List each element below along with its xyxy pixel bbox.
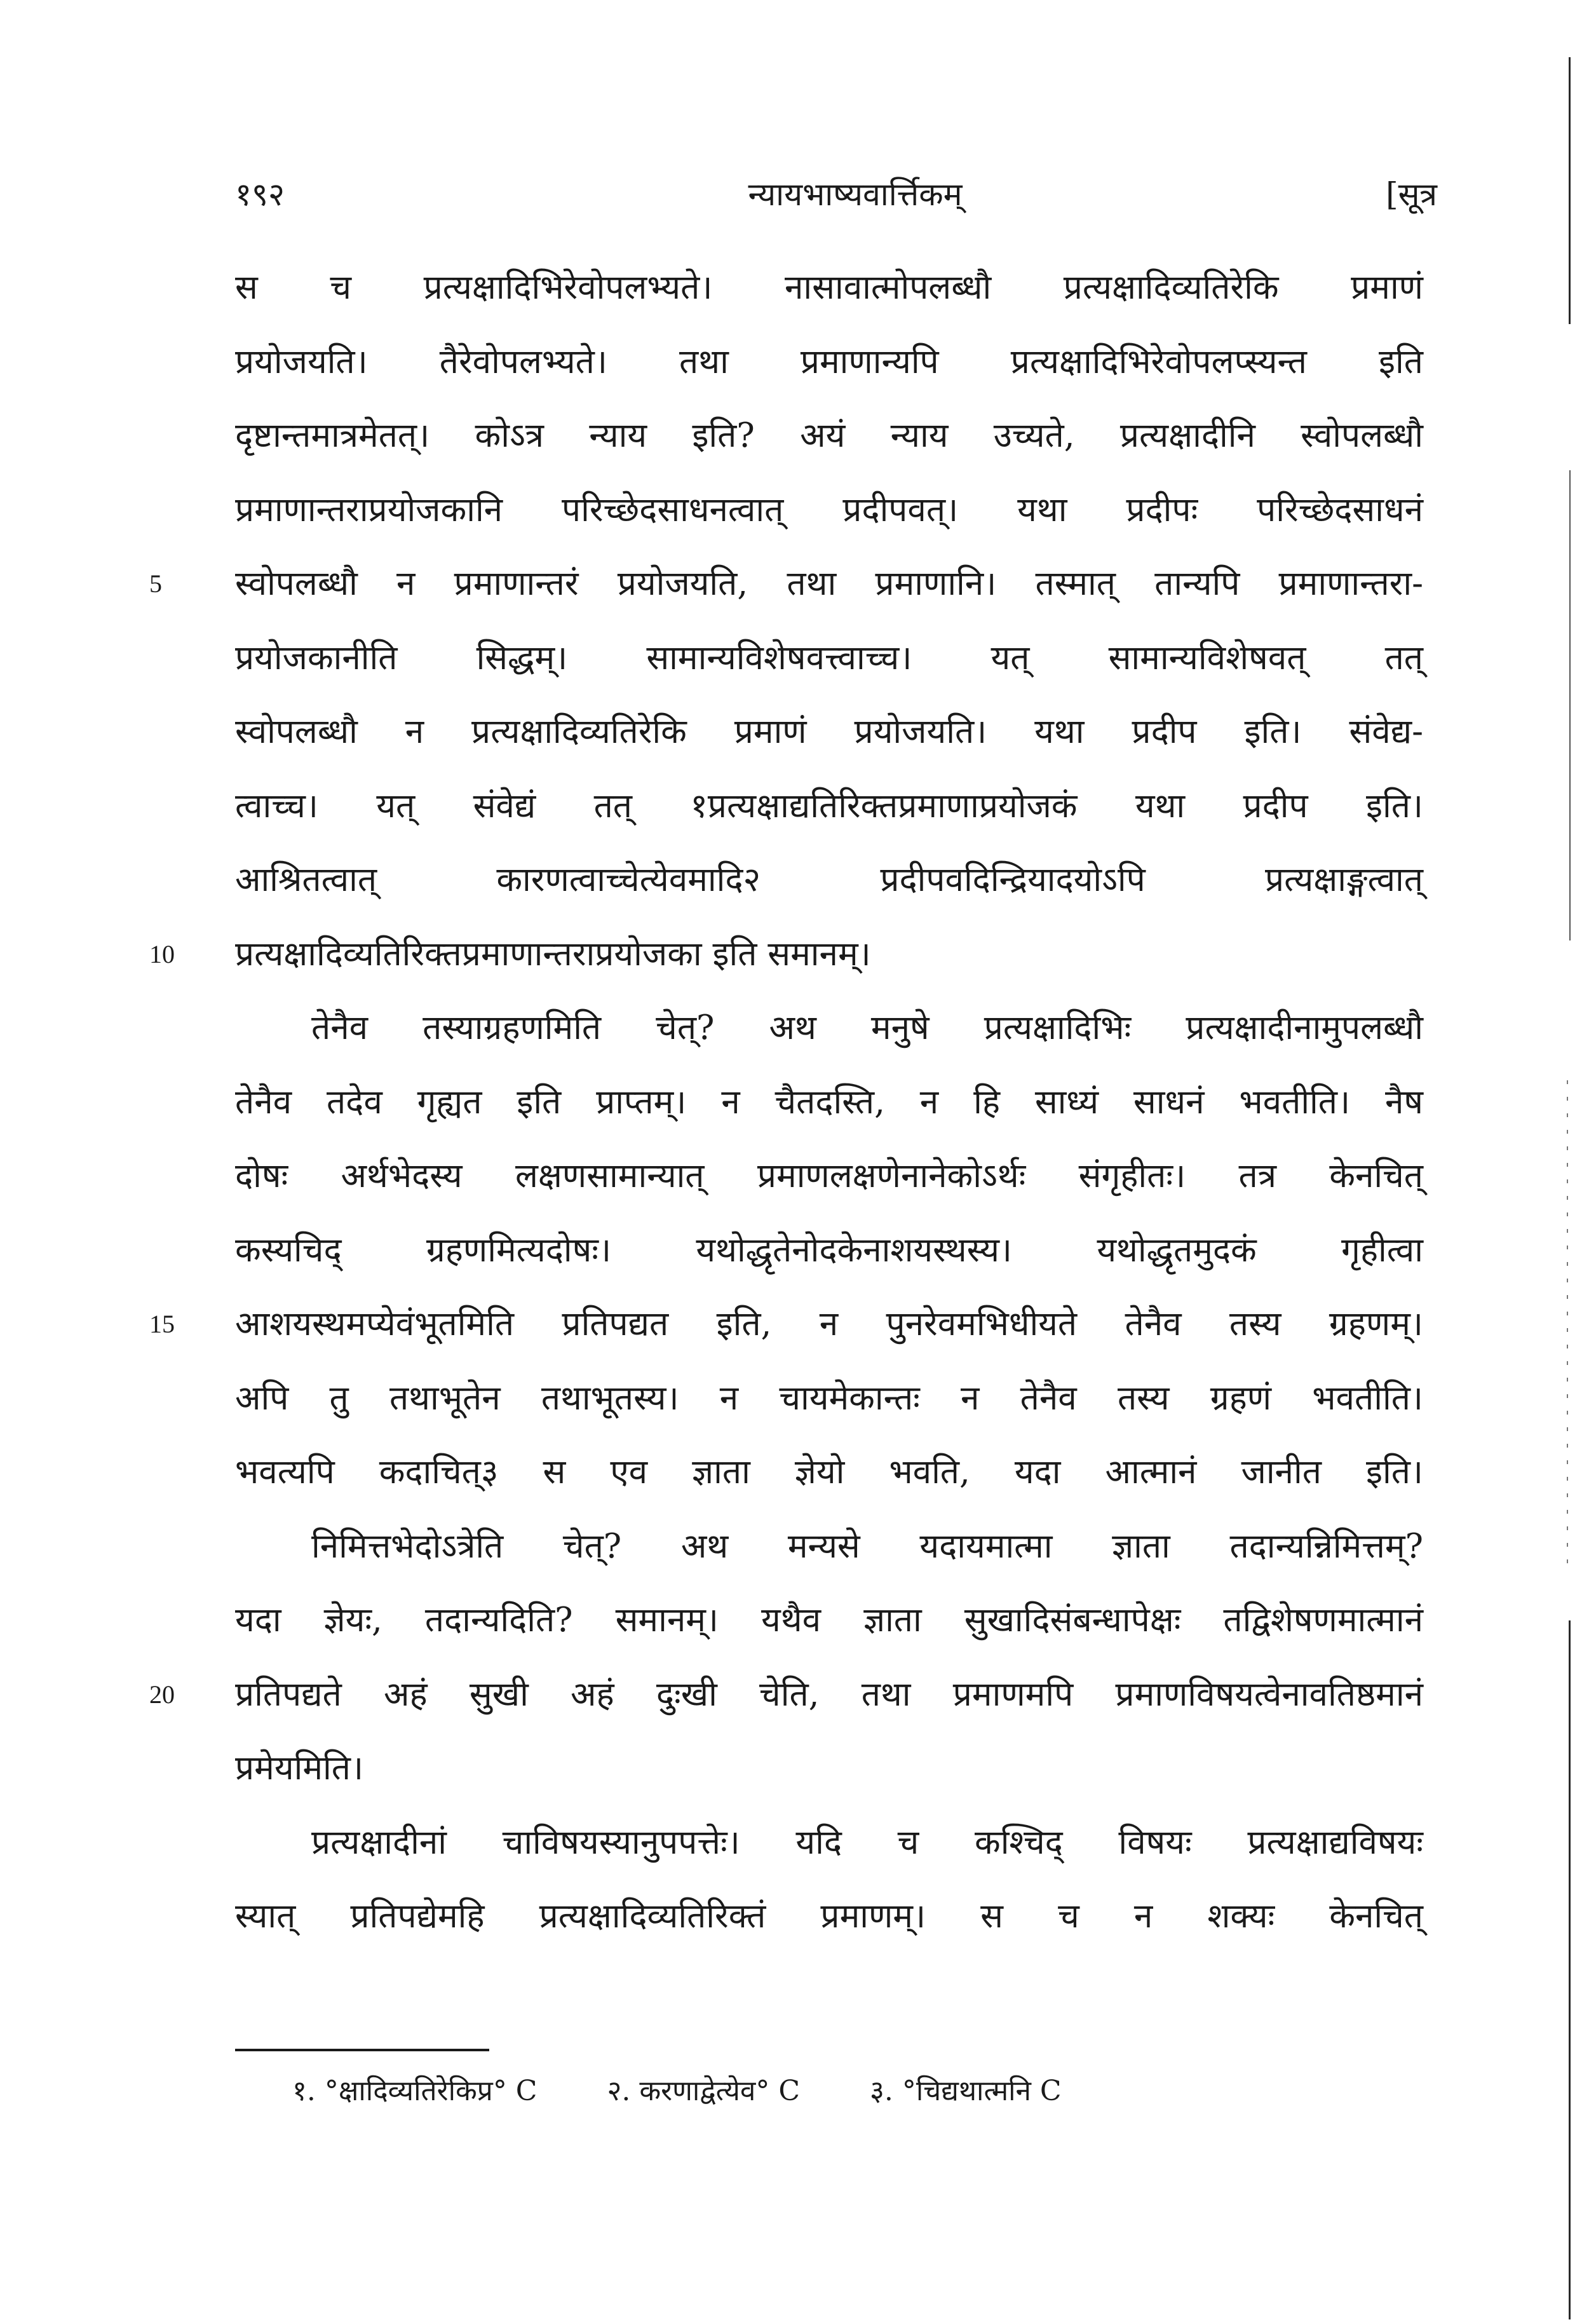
line-text: स्वोपलब्धौ न प्रमाणान्तरं प्रयोजयति, तथा प्रमाणानि। तस्मात् तान्यपि प्रमाणान्तरा-: [235, 564, 1423, 603]
line-text: प्रयोजकानीति सिद्धम्। सामान्यविशेषवत्त्वाच्च। यत् सामान्यविशेषवत् तत्: [235, 638, 1423, 677]
line-text: दृष्टान्तमात्रमेतत्। कोऽत्र न्याय इति? अयं न्याय उच्यते, प्रत्यक्षादीनि स्वोपलब्धौ: [235, 416, 1423, 455]
line-text: यदा ज्ञेयः, तदान्यदिति? समानम्। यथैव ज्ञाता सुखादिसंबन्धापेक्षः तद्विशेषणमात्मानं: [235, 1601, 1423, 1640]
text-line: [235, 770, 1423, 844]
footnote: २. करणाद्वेत्येव° C: [607, 2075, 801, 2107]
footnotes: [292, 2070, 1062, 2108]
scan-edge-line: [1569, 1620, 1571, 2319]
footnote: ३. °चिद्यथात्मनि C: [870, 2075, 1062, 2107]
text-line: [235, 991, 1423, 1066]
section-marker: [सूत्र: [1386, 176, 1437, 213]
text-line: [235, 473, 1423, 548]
line-text: स्वोपलब्धौ न प्रत्यक्षादिव्यतिरेकि प्रमाणं प्रयोजयति। यथा प्रदीप इति। संवेद्य-: [235, 712, 1423, 751]
page-number: १९२: [235, 176, 285, 213]
line-text: तेनैव तस्याग्रहणमिति चेत्? अथ मनुषे प्रत्यक्षादिभिः प्रत्यक्षादीनामुपलब्धौ: [311, 1008, 1423, 1047]
footnote: १. °क्षादिव्यतिरेकिप्र° C: [292, 2075, 538, 2107]
text-line: [235, 621, 1423, 696]
line-text: आशयस्थमप्येवंभूतमिति प्रतिपद्यत इति, न पुनरेवमभिधीयते तेनैव तस्य ग्रहणम्।: [235, 1305, 1423, 1343]
text-line: [149, 918, 1423, 992]
text-line: [235, 325, 1423, 400]
text-line: [235, 1732, 1423, 1806]
line-number: 5: [149, 569, 162, 598]
line-text: प्रतिपद्यते अहं सुखी अहं दुःखी चेति, तथा प्रमाणमपि प्रमाणविषयत्वेनावतिष्ठमानं: [235, 1674, 1423, 1714]
line-text: प्रत्यक्षादीनां चाविषयस्यानुपपत्तेः। यदि च कश्चिद् विषयः प्रत्यक्षाद्यविषयः: [311, 1823, 1423, 1862]
text-line: [235, 1066, 1423, 1140]
text-line: [235, 1510, 1423, 1584]
footnote-rule: [235, 2049, 489, 2051]
page-header: [235, 172, 1437, 222]
text-line: [235, 1214, 1423, 1288]
scan-edge-line: [1569, 57, 1571, 324]
scan-edge-line: [1569, 470, 1571, 940]
text-line: [235, 1584, 1423, 1658]
line-text: आश्रितत्वात् कारणत्वाच्चेत्येवमादि२ प्रदीपवदिन्द्रियादयोऽपि प्रत्यक्षाङ्गत्वात्: [235, 860, 1423, 899]
line-text: प्रयोजयति। तैरेवोपलभ्यते। तथा प्रमाणान्यपि प्रत्यक्षादिभिरेवोपलप्स्यन्त इति: [235, 342, 1423, 381]
line-text: प्रत्यक्षादिव्यतिरिक्तप्रमाणान्तराप्रयोजका इति समानम्।: [235, 934, 871, 974]
line-text: अपि तु तथाभूतेन तथाभूतस्य। न चायमेकान्तः न तेनैव तस्य ग्रहणं भवतीति।: [235, 1378, 1423, 1418]
line-text: स च प्रत्यक्षादिभिरेवोपलभ्यते। नासावात्मोपलब्धौ प्रत्यक्षादिव्यतिरेकि प्रमाणं: [235, 268, 1423, 307]
line-number: 20: [149, 1680, 175, 1709]
scan-edge-dots: [1567, 1080, 1568, 1563]
text-line: [235, 1880, 1423, 1954]
text-line: [149, 547, 1423, 621]
text-line: [149, 1658, 1423, 1732]
text-line: [235, 1139, 1423, 1214]
text-line: [149, 1287, 1423, 1362]
line-text: कस्यचिद् ग्रहणमित्यदोषः। यथोद्धृतेनोदकेनाशयस्थस्य। यथोद्धृतमुदकं गृहीत्वा: [235, 1230, 1423, 1270]
text-line: [235, 1436, 1423, 1510]
line-text: दोषः अर्थभेदस्य लक्षणसामान्यात् प्रमाणलक्षणेनानेकोऽर्थः संगृहीतः। तत्र केनचित्: [235, 1157, 1423, 1195]
text-line: [235, 251, 1423, 325]
text-line: [235, 695, 1423, 770]
line-number: 10: [149, 939, 175, 968]
text-line: [235, 1362, 1423, 1436]
text-line: [235, 1806, 1423, 1880]
text-line: [235, 399, 1423, 473]
line-text: त्वाच्च। यत् संवेद्यं तत् १प्रत्यक्षाद्यतिरिक्तप्रमाणाप्रयोजकं यथा प्रदीप इति।: [235, 786, 1423, 825]
line-text: तेनैव तदेव गृह्यत इति प्राप्तम्। न चैतदस्ति, न हि साध्यं साधनं भवतीति। नैष: [235, 1082, 1423, 1122]
line-number: 15: [149, 1310, 175, 1338]
line-text: भवत्यपि कदाचित्३ स एव ज्ञाता ज्ञेयो भवति, यदा आत्मानं जानीत इति।: [235, 1453, 1423, 1491]
line-text: प्रमेयमिति।: [235, 1749, 364, 1788]
running-title: न्यायभाष्यवार्त्तिकम्: [748, 176, 963, 213]
body-text: [149, 251, 1423, 1954]
line-text: निमित्तभेदोऽत्रेति चेत्? अथ मन्यसे यदायमात्मा ज्ञाता तदान्यन्निमित्तम्?: [311, 1526, 1423, 1566]
line-text: प्रमाणान्तराप्रयोजकानि परिच्छेदसाधनत्वात् प्रदीपवत्। यथा प्रदीपः परिच्छेदसाधनं: [235, 490, 1423, 529]
line-text: स्यात् प्रतिपद्येमहि प्रत्यक्षादिव्यतिरिक्तं प्रमाणम्। स च न शक्यः केनचित्: [235, 1897, 1423, 1936]
text-line: [235, 843, 1423, 918]
